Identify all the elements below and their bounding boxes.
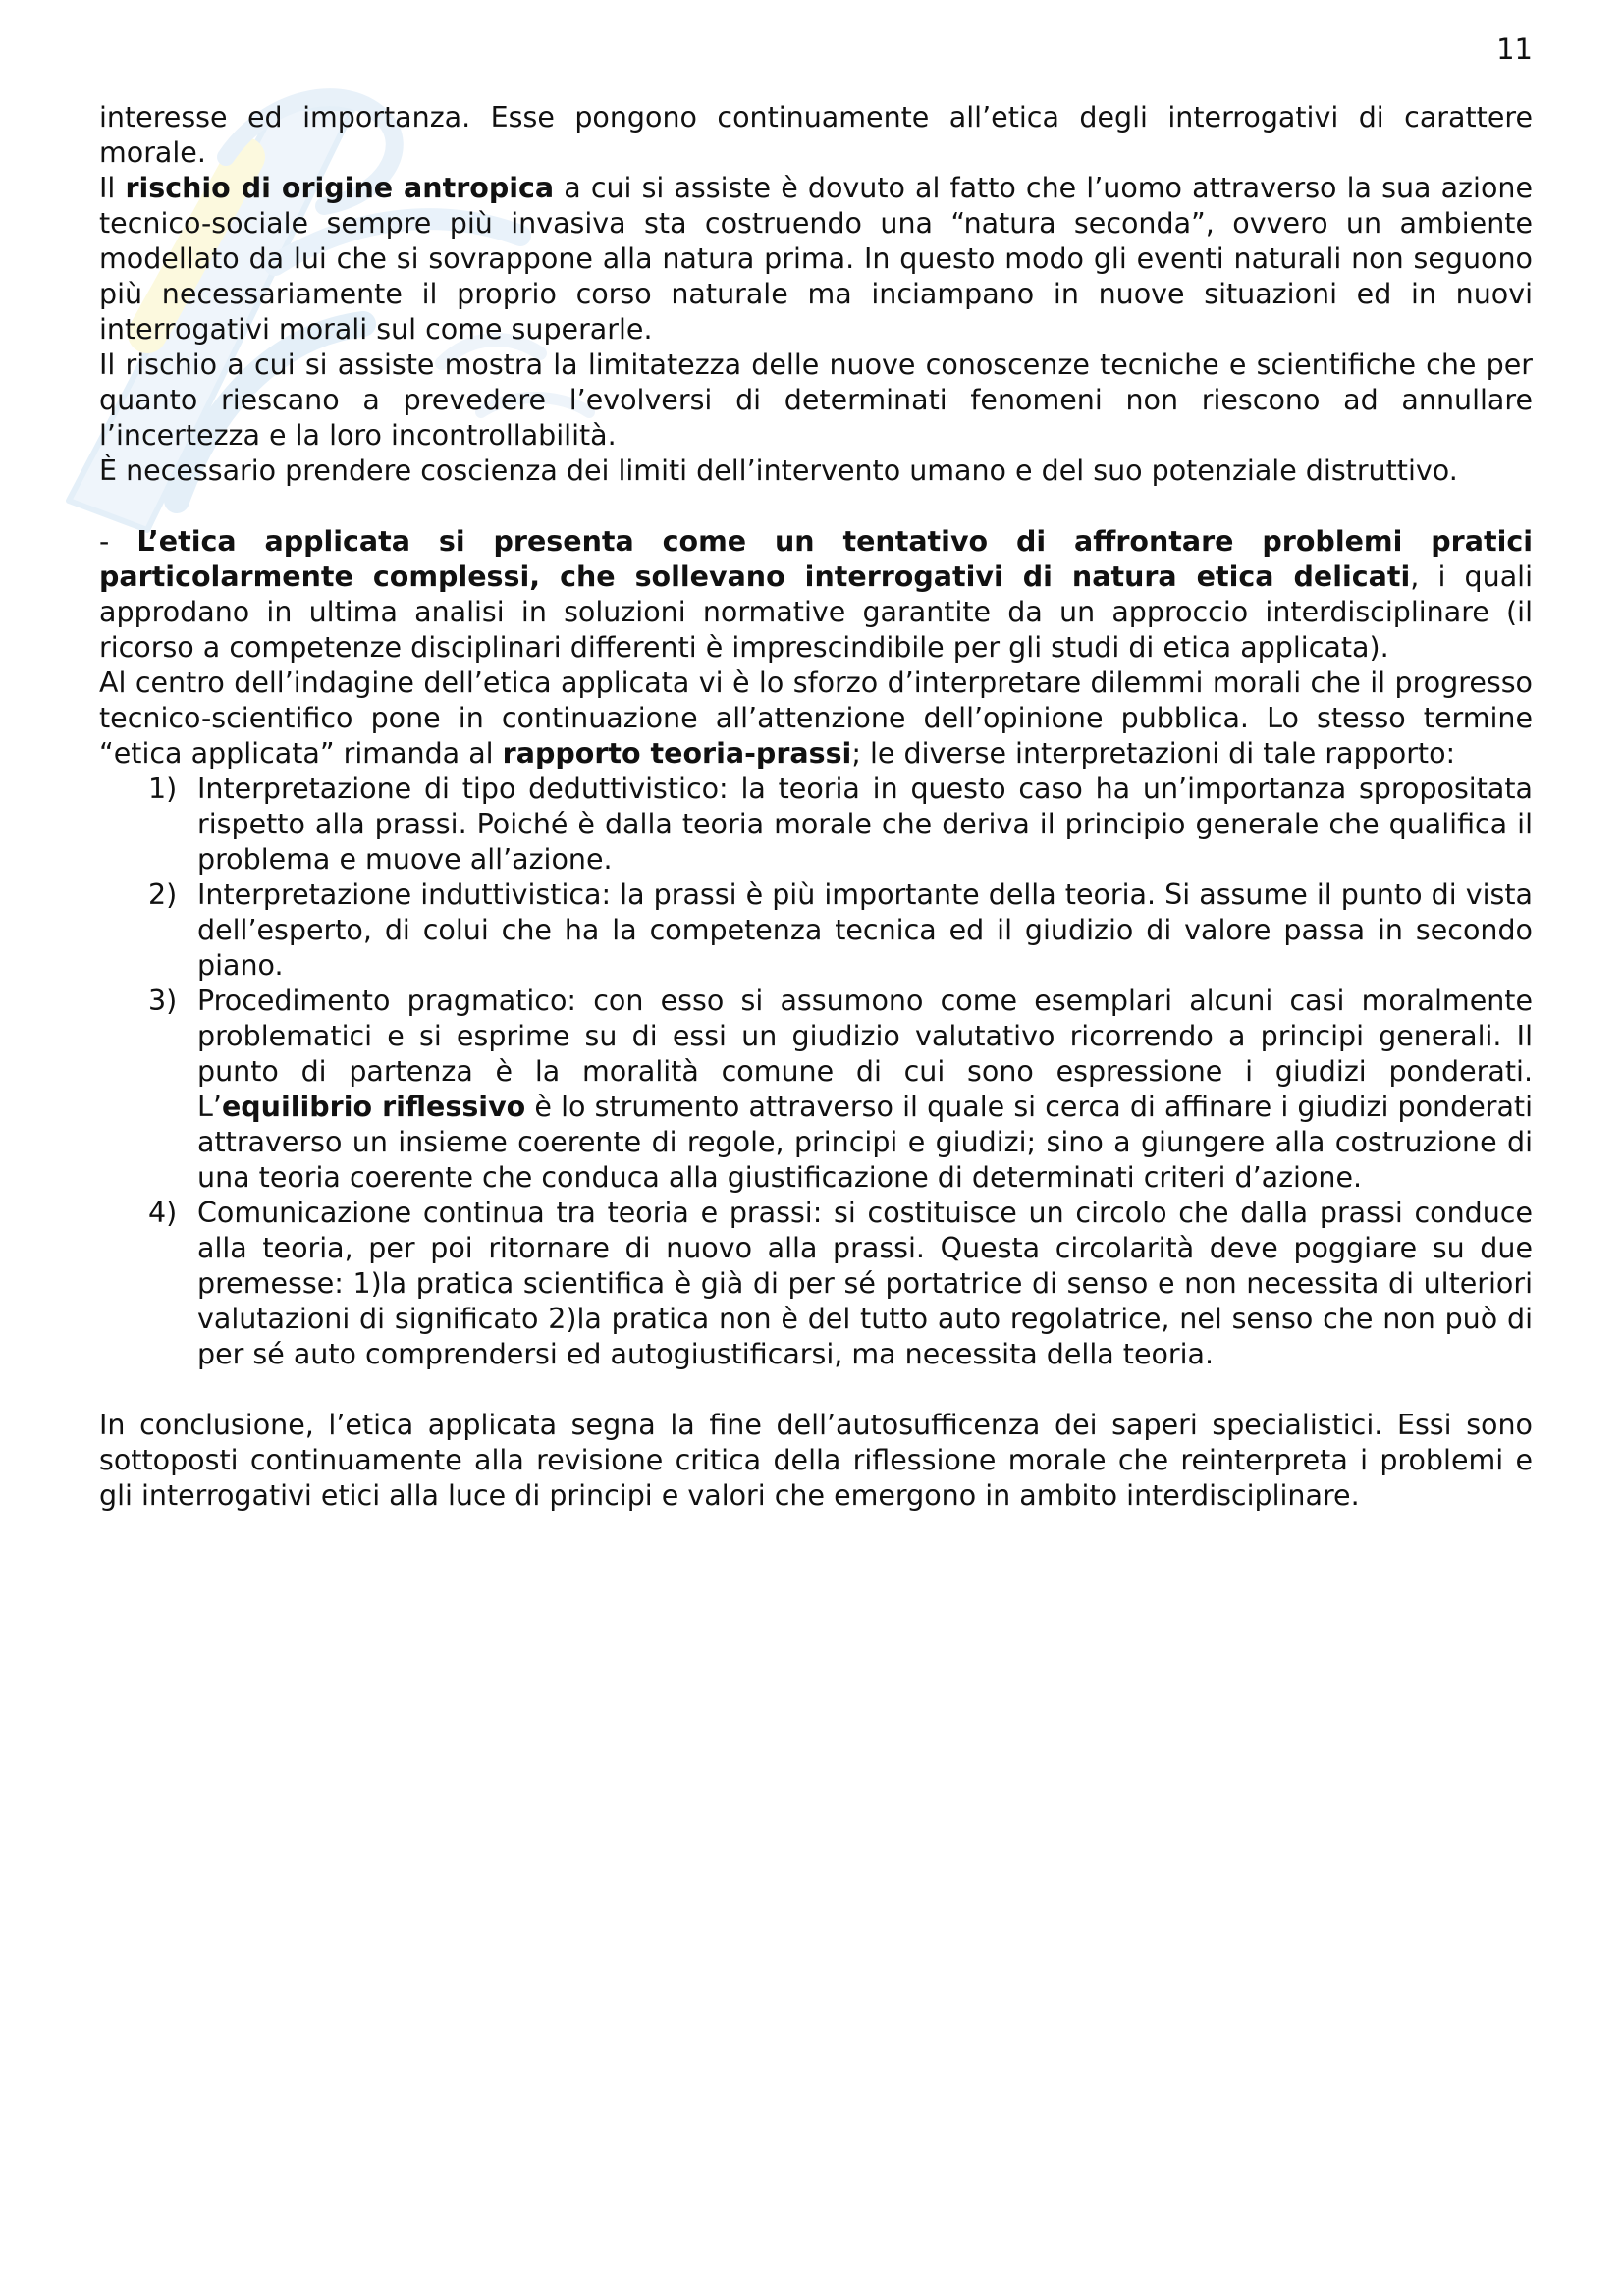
list-item — [99, 1196, 1533, 1372]
interpretations-list — [99, 772, 1533, 1372]
list-item — [99, 878, 1533, 984]
list-item — [99, 984, 1533, 1196]
paragraph-text: Il — [99, 172, 126, 204]
list-item-text: Comunicazione continua tra teoria e prassi: si costituisce un circolo che dalla prassi conduce alla teoria, per poi ritornare di nuovo alla prassi. Questa circolarità deve poggiare su due premesse: 1)la pratica scientifica è già di per sé portatrice di senso e non necessita di ulteriori valutazioni di significato 2)la pratica non è del tutto auto regolatrice, nel senso che non può di per sé auto comprendersi ed autogiustificarsi, ma necessita della teoria. — [197, 1197, 1533, 1370]
list-item-number: 3) — [148, 985, 178, 1017]
bold-term-teoria-prassi: rapporto teoria-prassi — [502, 737, 852, 770]
paragraph-coscienza-limiti: È necessario prendere coscienza dei limiti dell’intervento umano e del suo potenziale distruttivo. — [99, 454, 1458, 487]
bold-term-equilibrio-riflessivo: equilibrio riflessivo — [221, 1091, 526, 1123]
paragraph-text: Al centro dell’indagine dell’etica applicata vi è lo sforzo d’interpretare dilemmi morali che il progresso tecnico-scientifico pone in continuazione all’attenzione dell’opinione pubblica. Lo stesso termine “etica applicata” rimanda al — [99, 667, 1533, 770]
list-item-number: 2) — [148, 879, 178, 911]
paragraph-etica-applicata — [99, 524, 1533, 666]
document-body — [99, 100, 1533, 1514]
paragraph-text: a cui si assiste è dovuto al fatto che l’uomo attraverso la sua azione tecnico-sociale sempre più invasiva sta costruendo una “natura seconda”, ovvero un ambiente modellato da lui che si sovrappone alla natura prima. In questo modo gli eventi naturali non seguono più necessariamente il proprio corso naturale ma inciampano in nuove situazioni ed in nuovi interrogativi morali sul come superarle. — [99, 172, 1533, 346]
bold-definition-etica-applicata: L’etica applicata si presenta come un tentativo di affrontare problemi pratici particolarmente complessi, che sollevano interrogativi di natura etica delicati — [99, 525, 1534, 593]
paragraph-rischio-antropico — [99, 171, 1533, 347]
list-item-text: Interpretazione di tipo deduttivistico: la teoria in questo caso ha un’importanza spropositata rispetto alla prassi. Poiché è dalla teoria morale che deriva il principio generale che qualifica il problema e muove all’azione. — [197, 773, 1533, 876]
list-item — [99, 772, 1533, 878]
list-item-number: 1) — [148, 773, 178, 805]
paragraph-continuation: interesse ed importanza. Esse pongono continuamente all’etica degli interrogativi di carattere morale. — [99, 101, 1533, 169]
paragraph-text: ; le diverse interpretazioni di tale rapporto: — [851, 737, 1456, 770]
paragraph-spacer — [99, 1372, 1533, 1408]
paragraph-teoria-prassi — [99, 666, 1533, 772]
list-item-text: è lo strumento attraverso il quale si cerca di affinare i giudizi ponderati attraverso un insieme coerente di regole, principi e giudizi; sino a giungere alla costruzione di una teoria coerente che conduca alla giustificazione di determinati criteri d’azione. — [197, 1091, 1534, 1194]
list-item-text: Procedimento pragmatico: con esso si assumono come esemplari alcuni casi moralmente problematici e si esprime su di essi un giudizio valutativo ricorrendo a principi generali. Il punto di partenza è la moralità comune di cui sono espressione i giudizi ponderati. L’ — [197, 985, 1533, 1123]
paragraph-spacer — [99, 489, 1533, 524]
bold-term-rischio-antropico: rischio di origine antropica — [125, 172, 555, 204]
list-item-number: 4) — [148, 1197, 178, 1229]
paragraph-text: - — [99, 525, 137, 558]
paragraph-limitatezza: Il rischio a cui si assiste mostra la limitatezza delle nuove conoscenze tecniche e scientifiche che per quanto riescano a prevedere l’evolversi di determinati fenomeni non riescono ad annullare l’incertezza e la loro incontrollabilità. — [99, 348, 1533, 452]
page-number: 11 — [1496, 32, 1533, 66]
list-item-text: Interpretazione induttivistica: la prassi è più importante della teoria. Si assume il punto di vista dell’esperto, di colui che ha la competenza tecnica ed il giudizio di valore passa in secondo piano. — [197, 879, 1533, 982]
paragraph-conclusion: In conclusione, l’etica applicata segna la fine dell’autosufficenza dei saperi specialistici. Essi sono sottoposti continuamente alla revisione critica della riflessione morale che reinterpreta i problemi e gli interrogativi etici alla luce di principi e valori che emergono in ambito interdisciplinare. — [99, 1409, 1533, 1512]
paragraph-text: , i quali approdano in ultima analisi in soluzioni normative garantite da un approccio interdisciplinare (il ricorso a competenze disciplinari differenti è imprescindibile per gli studi di etica applicata). — [99, 561, 1533, 664]
